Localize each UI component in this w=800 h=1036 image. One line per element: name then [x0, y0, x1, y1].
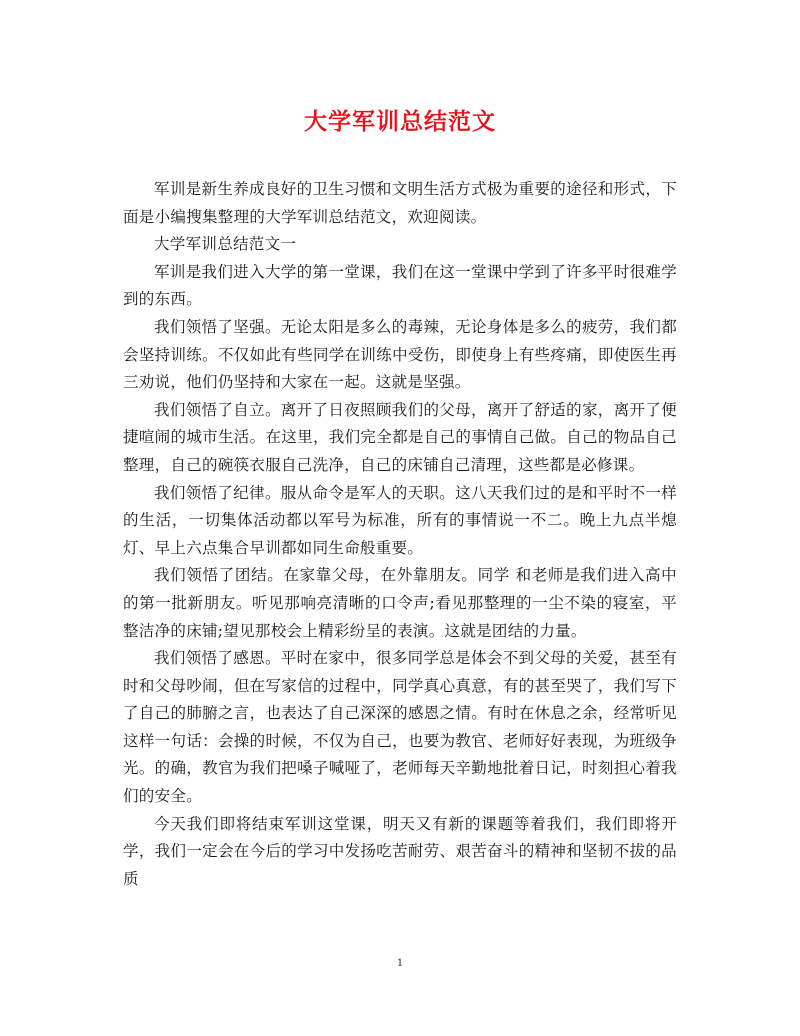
body-paragraph: 今天我们即将结束军训这堂课，明天又有新的课题等着我们，我们即将开学，我们一定会在今后的学习中发扬吃苦耐劳、艰苦奋斗的精神和坚韧不拔的品质 — [123, 814, 677, 888]
body-paragraph: 我们领悟了感恩。平时在家中，很多同学总是体会不到父母的关爱，甚至有时和父母吵闹，但在写家信的过程中，同学真心真意，有的甚至哭了，我们写下了自己的肺腑之言，也表达了自己深深的感恩之情。有时在休息之余，经常听见这样一句话：会操的时候，不仅为自己，也要为教官、老师好好表现，为班级争光。的确，教官为我们把嗓子喊哑了，老师每天辛勤地批着日记，时刻担心着我们的安全。 — [123, 649, 677, 806]
body-paragraph: 我们领悟了团结。在家靠父母，在外靠朋友。同学 和老师是我们进入高中的第一批新朋友。听见那响亮清晰的口令声;看见那整理的一尘不染的寝室，平整洁净的床铺;望见那校会上精彩纷呈的表演。这就是团结的力量。 — [123, 566, 677, 640]
body-paragraph: 军训是我们进入大学的第一堂课，我们在这一堂课中学到了许多平时很难学到的东西。 — [123, 262, 677, 309]
section-heading: 大学军训总结范文一 — [154, 235, 297, 254]
body-paragraph: 我们领悟了自立。离开了日夜照顾我们的父母，离开了舒适的家，离开了便捷喧闹的城市生活。在这里，我们完全都是自己的事情自己做。自己的物品自己整理，自己的碗筷衣服自己洗净，自己的床铺自己清理，这些都是必修课。 — [123, 400, 677, 474]
page-number: 1 — [396, 958, 404, 969]
intro-paragraph: 军训是新生养成良好的卫生习惯和文明生活方式极为重要的途径和形式，下面是小编搜集整理的大学军训总结范文，欢迎阅读。 — [123, 180, 677, 226]
body-paragraph: 我们领悟了纪律。服从命令是军人的天职。这八天我们过的是和平时不一样的生活，一切集体活动都以军号为标准，所有的事情说一不二。晚上九点半熄灯、早上六点集合早训都如同生命般重要。 — [123, 483, 677, 557]
document-title: 大学军训总结范文 — [304, 108, 496, 135]
body-paragraph: 我们领悟了坚强。无论太阳是多么的毒辣，无论身体是多么的疲劳，我们都会坚持训练。不仅如此有些同学在训练中受伤，即使身上有些疼痛，即使医生再三劝说，他们仍坚持和大家在一起。这就是坚强。 — [123, 317, 677, 392]
document-body — [123, 176, 677, 893]
